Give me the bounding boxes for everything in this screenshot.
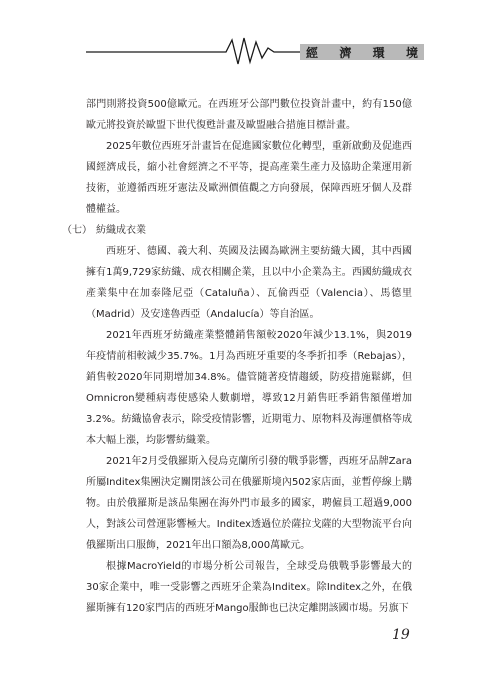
- section-title-char: 經: [306, 45, 319, 60]
- body-text: [62, 94, 412, 619]
- section-heading-number: （七）: [62, 225, 92, 236]
- section-title-char: 境: [405, 45, 418, 60]
- paragraph: 2021年西班牙紡織產業整體銷售額較2020年減少13.1%，與2019年疫情前相較減少35.7%。1月為西班牙重要的冬季折扣季（Rebajas），銷售較2020年同期增加34.8%。儘管隨著疫情趨緩，防疫措施鬆綁，但Omnicron變種病毒使感染人數劇增，導致12月銷售旺季銷售額僅增加3.2%。紡織協會表示，除受疫情影響，近期電力、原物料及海運價格等成本大幅上漲，均影響紡織業。: [86, 330, 412, 446]
- section-heading-text: 紡織成衣業: [96, 225, 146, 236]
- paragraph: 根據MacroYield的市場分析公司報告，全球受烏俄戰爭影響最大的30家企業中，唯一受影響之西班牙企業為Inditex。除Inditex之外，在俄羅斯擁有120家門店的西班牙Mango服飾也已決定離開該國市場。另旗下: [86, 561, 412, 614]
- heartbeat-line-decoration: [0, 0, 480, 80]
- page-header: [0, 0, 480, 80]
- section-title: [306, 43, 418, 61]
- page-number: 19: [392, 627, 410, 643]
- section-title-char: 濟: [339, 45, 352, 60]
- section-heading: [62, 220, 412, 241]
- paragraph: 2025年數位西班牙計畫旨在促進國家數位化轉型，重新啟動及促進西國經濟成長，縮小社會經濟之不平等，提高產業生產力及協助企業運用新技術，並遵循西班牙憲法及歐洲價值觀之方向發展，保障西班牙個人及群體權益。: [86, 141, 412, 215]
- paragraph: 西班牙、德國、義大利、英國及法國為歐洲主要紡織大國，其中西國擁有1萬9,729家紡織、成衣相關企業，且以中小企業為主。西國紡織成衣產業集中在加泰隆尼亞（Cataluña）、瓦倫西亞（Valencia）、馬德里（Madrid）及安達魯西亞（Andalucía）等自治區。: [86, 246, 412, 320]
- paragraph-continued: 部門則將投資500億歐元。在西班牙公部門數位投資計畫中，約有150億歐元將投資於歐盟下世代復甦計畫及歐盟融合措施目標計畫。: [86, 99, 412, 131]
- paragraph: 2021年2月受俄羅斯入侵烏克蘭所引發的戰爭影響，西班牙品牌Zara所屬Inditex集團決定關閉該公司在俄羅斯境內502家店面，並暫停線上購物。由於俄羅斯是該品集團在海外門市最多的國家，聘僱員工超過9,000人，對該公司營運影響極大。Inditex透過位於薩拉戈薩的大型物流平台向俄羅斯出口服飾，2021年出口額為8,000萬歐元。: [86, 456, 412, 551]
- section-title-char: 環: [372, 45, 385, 60]
